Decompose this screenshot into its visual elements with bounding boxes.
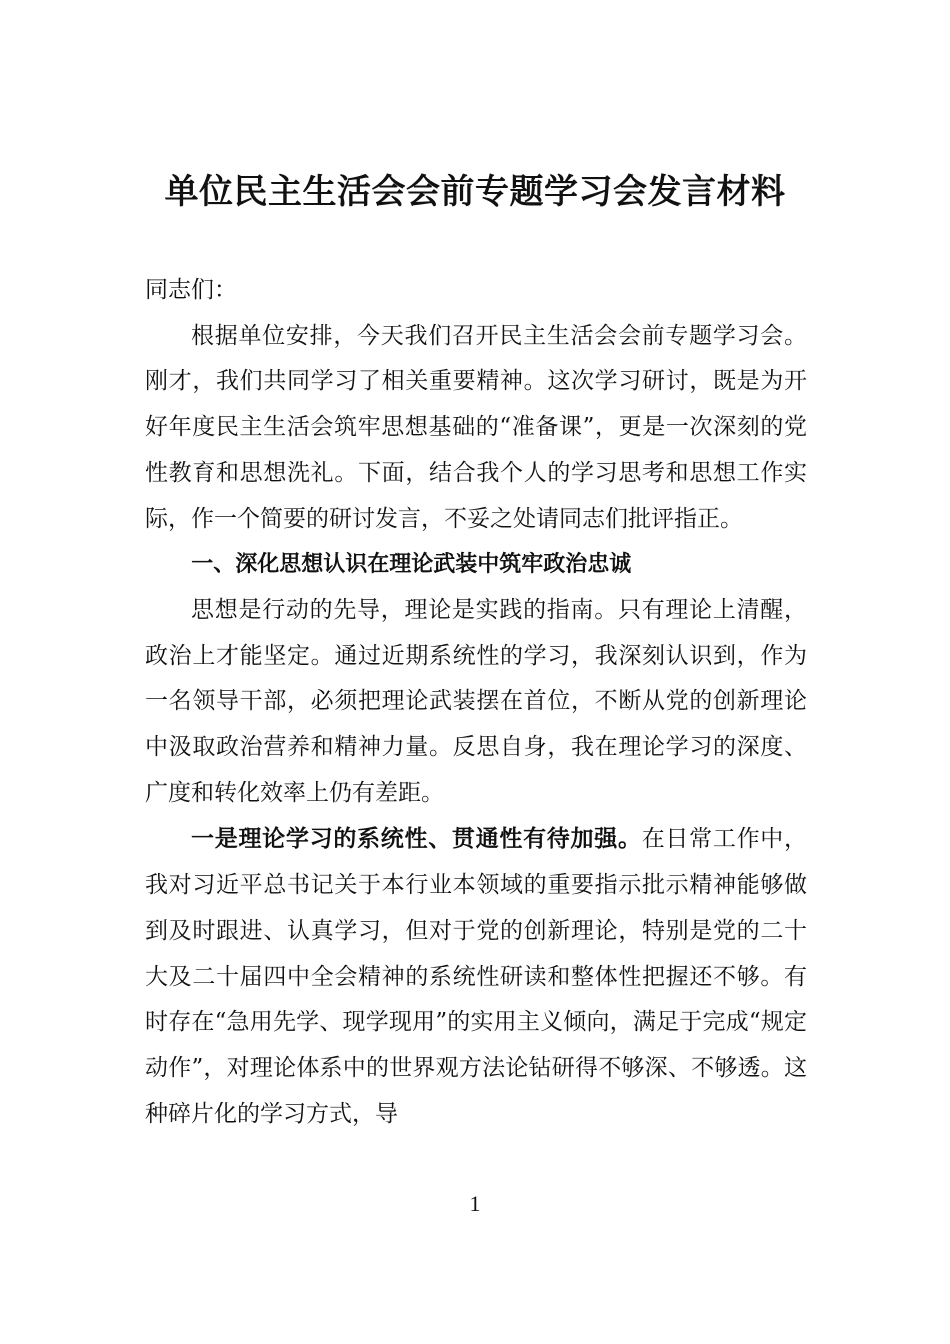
section-1-paragraph: 思想是行动的先导，理论是实践的指南。只有理论上清醒，政治上才能坚定。通过近期系统性的学习，我深刻认识到，作为一名领导干部，必须把理论武装摆在首位，不断从党的创新理论中汲取政治营养和精神力量。反思自身，我在理论学习的深度、广度和转化效率上仍有差距。 [145, 596, 807, 806]
point-1-text: 在日常工作中，我对习近平总书记关于本行业本领域的重要指示批示精神能够做到及时跟进、认真学习，但对于党的创新理论，特别是党的二十大及二十届四中全会精神的系统性研读和整体性把握还不够。有时存在“急用先学、现学现用”的实用主义倾向，满足于完成“规定动作”，对理论体系中的世界观方法论钻研得不够深、不够透。这种碎片化的学习方式，导 [145, 826, 808, 1127]
salutation: 同志们： [145, 277, 237, 303]
page-number: 1 [469, 1191, 481, 1216]
section-heading-1: 一、深化思想认识在理论武装中筑牢政治忠诚 [191, 552, 632, 578]
point-1-lead: 一是理论学习的系统性、贯通性有待加强。 [191, 825, 642, 853]
document-body [145, 268, 807, 1137]
document-title: 单位民主生活会会前专题学习会发言材料 [164, 172, 786, 212]
point-1-paragraph [145, 816, 807, 1137]
intro-paragraph: 根据单位安排，今天我们召开民主生活会会前专题学习会。刚才，我们共同学习了相关重要精神。这次学习研讨，既是为开好年度民主生活会筑牢思想基础的“准备课”，更是一次深刻的党性教育和思想洗礼。下面，结合我个人的学习思考和思想工作实际，作一个简要的研讨发言，不妥之处请同志们批评指正。 [145, 322, 807, 532]
